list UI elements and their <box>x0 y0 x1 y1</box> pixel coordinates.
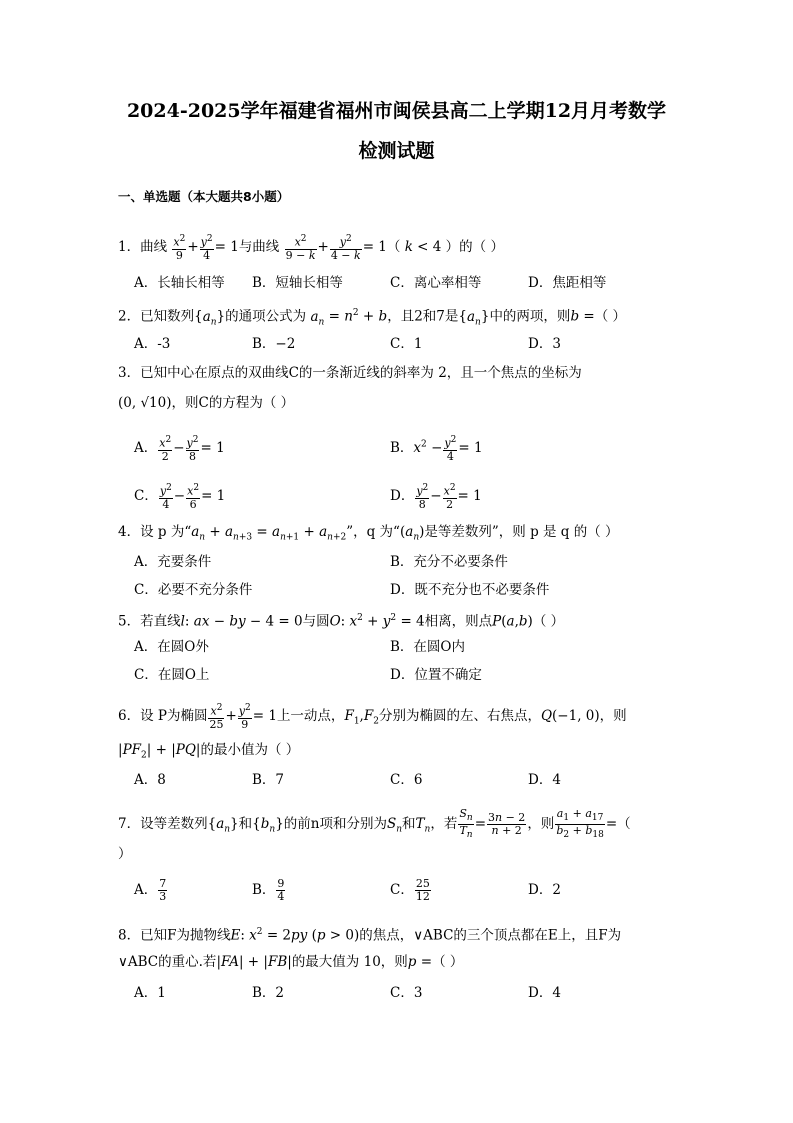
q6-option-c: C．6 <box>390 772 423 788</box>
q3-option-a: A． $\frac{x^2}{2}$ − $\frac{y^2}{8}$ = 1 <box>134 435 225 463</box>
q3-option-c: C． $\frac{y^2}{4}$ − $\frac{x^2}{6}$ = 1 <box>134 483 226 511</box>
q8-option-c: C．3 <box>390 985 423 1001</box>
q8-option-b: B．2 <box>252 985 285 1001</box>
q8-option-a: A．1 <box>134 985 166 1001</box>
q6-option-b: B．7 <box>252 772 285 788</box>
question-4: 4．设 p 为“$a_n + a_{n+3} = a_{n+1} + a_{n+2}$”，q 为“$(a_n)$是等差数列”，则 p 是 q 的（ ） <box>118 524 619 543</box>
q6-option-d: D．4 <box>528 772 561 788</box>
question-3-line1: 3．已知中心在原点的双曲线C的一条渐近线的斜率为 2，且一个焦点的坐标为 <box>118 365 582 381</box>
q2-option-b: B．−2 <box>252 336 296 352</box>
question-5: 5．若直线l: ax − by − 4 = 0与圆O: $x^2 + y^2 = 4$相离，则点P(a,b)（ ） <box>118 613 565 630</box>
q4-option-c: C．必要不充分条件 <box>134 582 253 598</box>
q5-option-b: B．在圆O内 <box>390 639 465 655</box>
q2-option-a: A．-3 <box>134 336 171 352</box>
q1-option-a: A．长轴长相等 <box>134 275 225 291</box>
q7-option-b: B． $\frac{9}{4}$ <box>252 877 285 903</box>
q3-option-d: D． $\frac{y^2}{8}$ − $\frac{x^2}{2}$ = 1 <box>390 483 482 511</box>
q4-option-d: D．既不充分也不必要条件 <box>390 582 550 598</box>
q7-option-d: D．2 <box>528 882 561 898</box>
formula-fraction: $\frac{x^2}{9 - k}$ <box>285 234 316 262</box>
q7-option-a: A． $\frac{7}{3}$ <box>134 877 167 903</box>
section-heading: 一、单选题（本大题共8小题） <box>118 189 290 204</box>
question-6-line1: 6．设 P为椭圆 $\frac{x^2}{25}$ + $\frac{y^2}{9}$ = 1上一动点，$F_1,F_2$分别为椭圆的左、右焦点，Q(−1, 0)，则 <box>118 703 627 731</box>
q2-option-c: C．1 <box>390 336 423 352</box>
question-7-line2: ） <box>118 846 132 862</box>
question-6-line2: $|PF_2| + |PQ|$的最小值为（ ） <box>118 742 300 761</box>
doc-title-line2: 检测试题 <box>358 140 435 162</box>
q4-option-b: B．充分不必要条件 <box>390 554 508 570</box>
q5-option-a: A．在圆O外 <box>134 639 209 655</box>
question-1: 1．曲线 $\frac{x^2}{9}$ + $\frac{y^2}{4}$ = 1与曲线 $\frac{x^2}{9 - k}$ + $\frac{y^2}{4 - k}$ = 1（ k < 4 ）的（ ） <box>118 234 504 262</box>
formula-fraction: $\frac{x^2}{9}$ <box>173 234 186 262</box>
q6-option-a: A．8 <box>134 772 166 788</box>
question-7-line1: 7．设等差数列$\{a_n\}$和$\{b_n\}$的前n项和分别为$S_n$和$T_n$，若 $\frac{S_n}{T_n}$ = $\frac{3n - 2}{n + 2}$ ，则 $\frac{a_1 + a_{17}}{b_2 + b_{18}}$ =（ <box>118 807 631 841</box>
q2-option-d: D．3 <box>528 336 561 352</box>
q1-option-c: C．离心率相等 <box>390 275 482 291</box>
q4-option-a: A．充要条件 <box>134 554 212 570</box>
q1-option-b: B．短轴长相等 <box>252 275 343 291</box>
formula-fraction: $\frac{y^2}{4}$ <box>200 234 213 262</box>
question-8-line1: 8．已知F为抛物线E: $x^2 = 2py$ (p > 0)的焦点，∨ABC的三个顶点都在E上，且F为 <box>118 927 622 944</box>
question-2: 2．已知数列$\{a_n\}$的通项公式为 $a_n = n^2 + b$，且2和7是$\{a_n\}$中的两项，则b =（ ） <box>118 308 626 328</box>
q7-option-c: C． $\frac{25}{12}$ <box>390 877 430 903</box>
question-8-line2: ∨ABC的重心.若|FA| + |FB|的最大值为 10，则p =（ ） <box>118 954 464 970</box>
q5-option-c: C．在圆O上 <box>134 667 210 683</box>
q8-option-d: D．4 <box>528 985 561 1001</box>
q5-option-d: D．位置不确定 <box>390 667 482 683</box>
question-3-line2: (0, √10)，则C的方程为（ ） <box>118 395 295 411</box>
q3-option-b: B．$x^2$ − $\frac{y^2}{4}$ = 1 <box>390 435 483 463</box>
formula-fraction: $\frac{y^2}{4 - k}$ <box>330 234 361 262</box>
doc-title-line1: 2024-2025学年福建省福州市闽侯县高二上学期12月月考数学 <box>126 100 667 122</box>
q1-option-d: D．焦距相等 <box>528 275 607 291</box>
